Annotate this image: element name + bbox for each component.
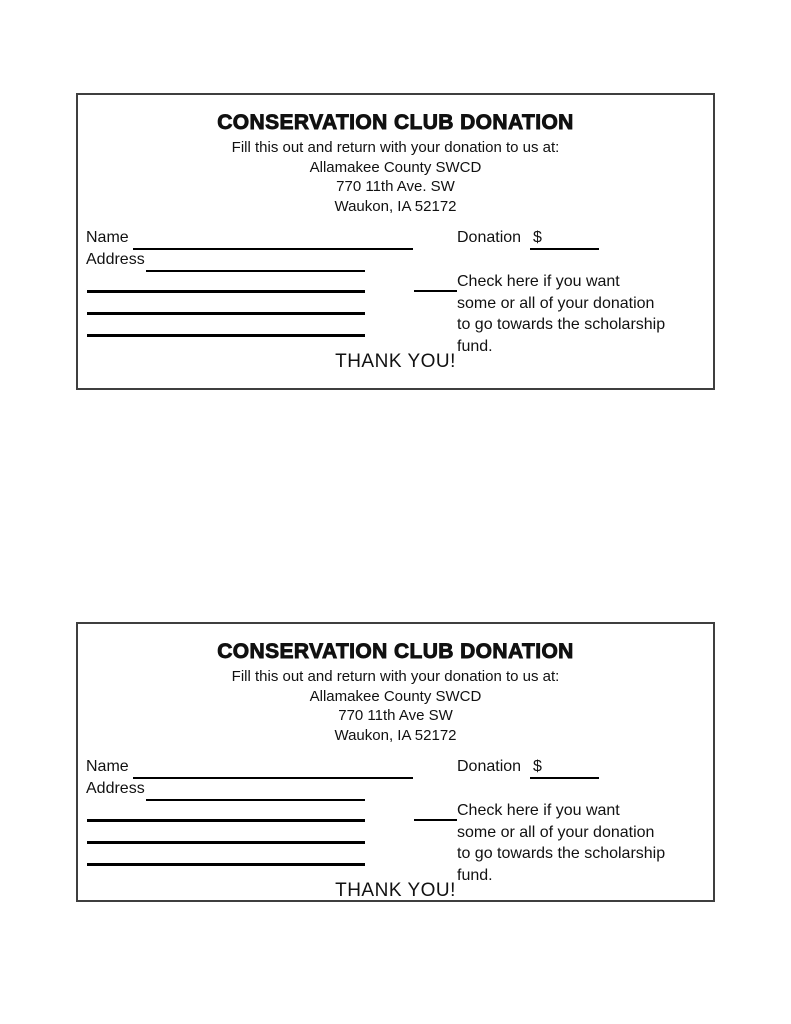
address-extra-line-2[interactable] — [87, 841, 365, 844]
scholarship-note — [457, 271, 719, 357]
donation-amount-line[interactable] — [530, 248, 599, 250]
donation-label: Donation — [457, 229, 522, 246]
donation-amount-line[interactable] — [530, 777, 599, 779]
address-label: Address — [86, 251, 145, 268]
name-input-line[interactable] — [133, 777, 413, 779]
org-name: Allamakee County SWCD — [309, 158, 482, 176]
org-name: Allamakee County SWCD — [309, 687, 482, 705]
note-line: to go towards the scholarship — [457, 845, 666, 862]
note-line: fund. — [457, 866, 493, 884]
address-input-line[interactable] — [146, 799, 365, 801]
card-header — [78, 111, 713, 216]
address-extra-line-3[interactable] — [87, 334, 365, 337]
instruction-line: Fill this out and return with your donation to us at: — [231, 139, 560, 156]
note-line: some or all of your donation — [457, 294, 655, 312]
scholarship-check-line[interactable] — [414, 290, 457, 292]
dollar-sign: $ — [533, 758, 542, 775]
note-line: Check here if you want — [457, 802, 620, 819]
dollar-sign: $ — [533, 229, 542, 246]
donation-label: Donation — [457, 758, 522, 775]
note-line: fund. — [457, 337, 493, 355]
org-street: 770 11th Ave SW — [338, 707, 453, 724]
scholarship-note — [457, 800, 719, 886]
card-title: CONSERVATION CLUB DONATION — [217, 111, 574, 134]
address-input-line[interactable] — [146, 270, 365, 272]
donation-form-card-1 — [76, 93, 715, 390]
name-input-line[interactable] — [133, 248, 413, 250]
note-line: some or all of your donation — [457, 823, 655, 841]
name-label: Name — [86, 758, 129, 775]
address-label: Address — [86, 780, 145, 797]
note-line: to go towards the scholarship — [457, 316, 666, 333]
address-extra-line-1[interactable] — [87, 290, 365, 293]
org-city-state-zip: Waukon, IA 52172 — [334, 726, 457, 744]
donation-form-card-2 — [76, 622, 715, 902]
instruction-line: Fill this out and return with your donation to us at: — [231, 668, 560, 685]
thank-you-text: THANK YOU! — [335, 880, 456, 901]
address-extra-line-2[interactable] — [87, 312, 365, 315]
org-city-state-zip: Waukon, IA 52172 — [334, 197, 457, 215]
org-street: 770 11th Ave. SW — [336, 178, 455, 195]
note-line: Check here if you want — [457, 273, 620, 290]
card-title: CONSERVATION CLUB DONATION — [217, 640, 574, 663]
address-extra-line-1[interactable] — [87, 819, 365, 822]
card-header — [78, 640, 713, 745]
thank-you-text: THANK YOU! — [335, 351, 456, 372]
address-extra-line-3[interactable] — [87, 863, 365, 866]
scholarship-check-line[interactable] — [414, 819, 457, 821]
name-label: Name — [86, 229, 129, 246]
